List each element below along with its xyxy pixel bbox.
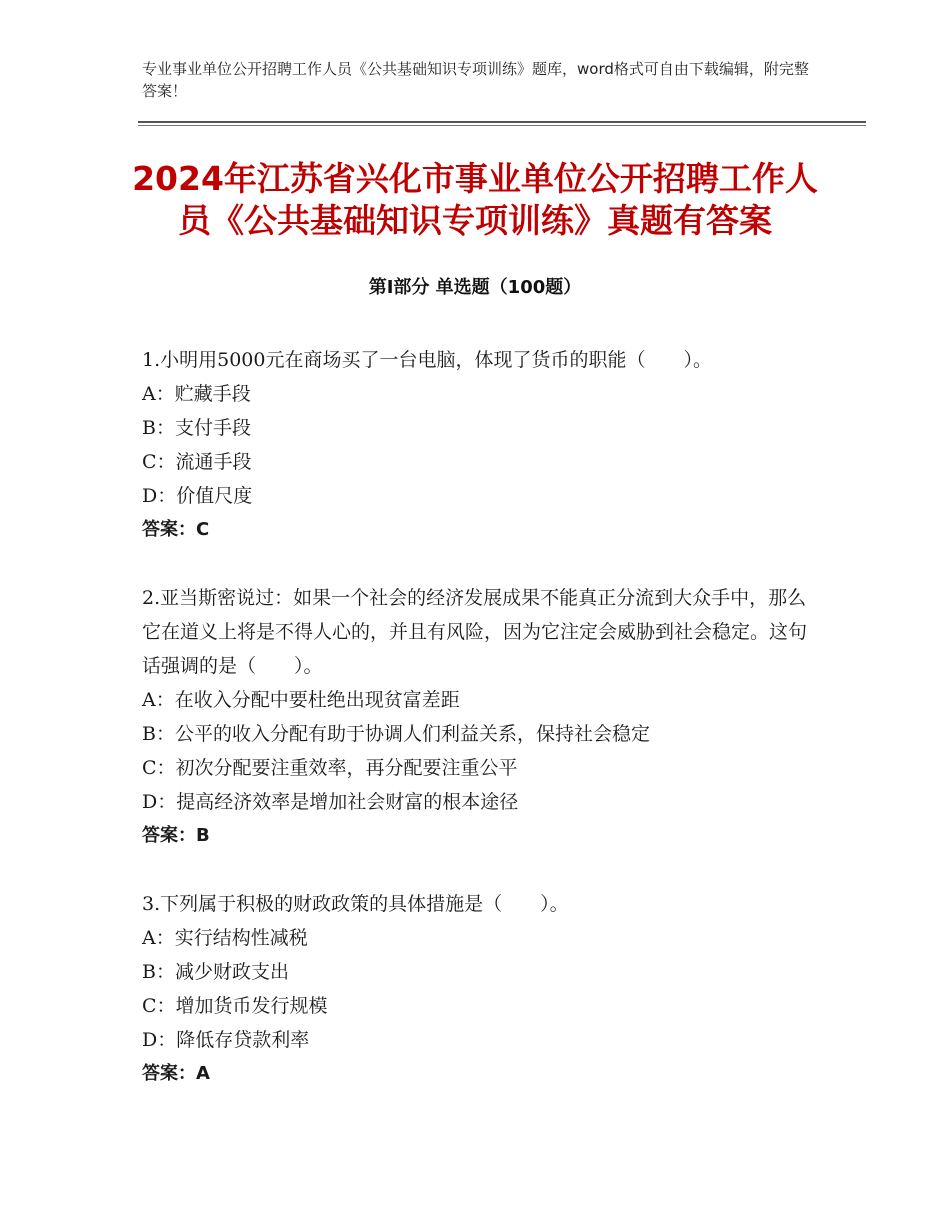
header-note: 专业事业单位公开招聘工作人员《公共基础知识专项训练》题库，word格式可自由下载编辑，附完整答案！ <box>142 60 809 100</box>
option-b: B：支付手段 <box>142 417 251 439</box>
option-b: B：减少财政支出 <box>142 961 289 983</box>
question-stem: 2.亚当斯密说过：如果一个社会的经济发展成果不能真正分流到大众手中，那么它在道义上将是不得人心的，并且有风险，因为它注定会威胁到社会稳定。这句话强调的是（ ）。 <box>142 587 808 677</box>
option-d: D：提高经济效率是增加社会财富的根本途径 <box>142 791 519 813</box>
option-a: A：实行结构性减税 <box>142 927 308 949</box>
header-rule-thick <box>138 121 866 123</box>
option-c: C：流通手段 <box>142 451 252 473</box>
answer-line: 答案：A <box>142 1063 210 1084</box>
question-stem: 3.下列属于积极的财政政策的具体措施是（ ）。 <box>142 893 569 915</box>
header-rule-thin <box>138 125 866 126</box>
question-1 <box>142 343 822 547</box>
option-c: C：增加货币发行规模 <box>142 995 328 1017</box>
option-a: A：在收入分配中要杜绝出现贫富差距 <box>142 689 460 711</box>
option-a: A：贮藏手段 <box>142 383 251 405</box>
question-list <box>142 343 822 1125</box>
question-stem: 1.小明用5000元在商场买了一台电脑，体现了货币的职能（ ）。 <box>142 349 712 371</box>
option-c: C：初次分配要注重效率，再分配要注重公平 <box>142 757 518 779</box>
section-title: 第Ⅰ部分 单选题（100题） <box>368 277 582 298</box>
option-d: D：价值尺度 <box>142 485 253 507</box>
question-3 <box>142 887 822 1091</box>
answer-line: 答案：B <box>142 825 210 846</box>
option-b: B：公平的收入分配有助于协调人们利益关系，保持社会稳定 <box>142 723 650 745</box>
document-title: 2024年江苏省兴化市事业单位公开招聘工作人员《公共基础知识专项训练》真题有答案 <box>132 159 818 240</box>
option-d: D：降低存贷款利率 <box>142 1029 310 1051</box>
question-2 <box>142 581 822 853</box>
answer-line: 答案：C <box>142 519 210 540</box>
